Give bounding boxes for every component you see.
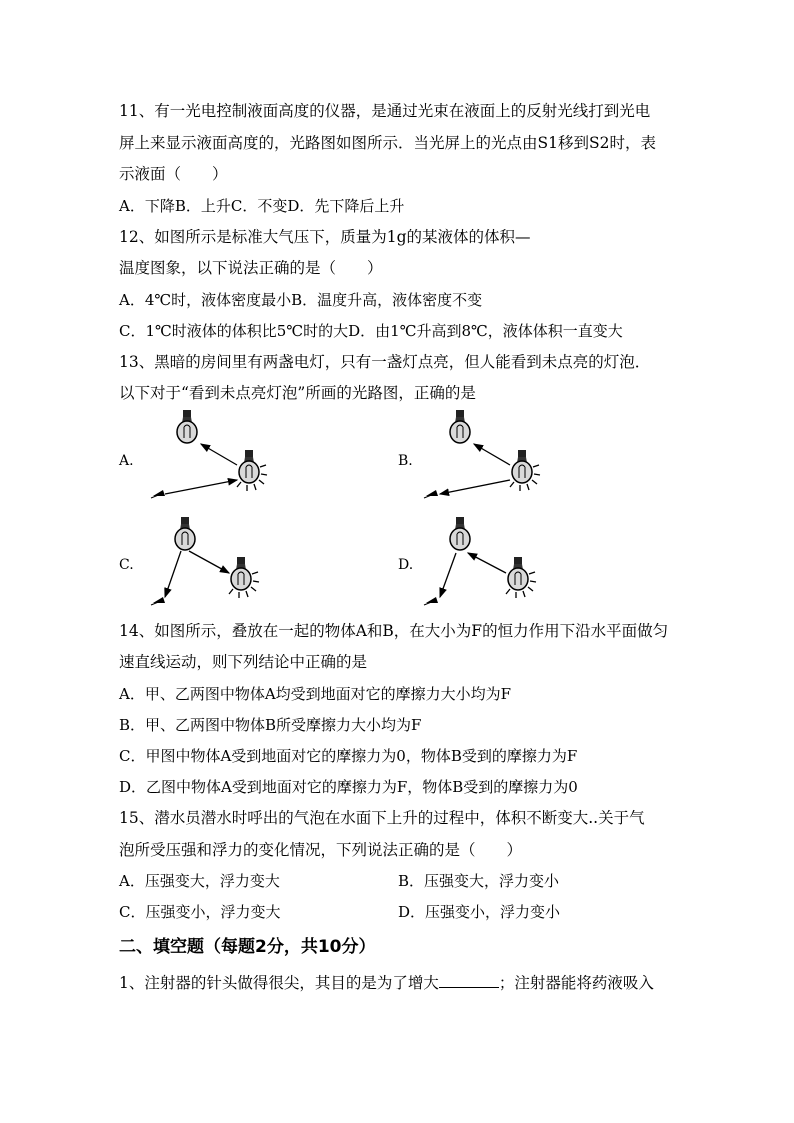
fill1-text-before: 1、注射器的针头做得很尖，其目的是为了增大 xyxy=(119,974,439,992)
unlit-bulb-icon xyxy=(450,410,470,443)
q11-line1: 11、有一光电控制液面高度的仪器，是通过光束在液面上的反射光线打到光电 xyxy=(119,102,651,120)
q15-option-c: C．压强变小，浮力变大 xyxy=(119,903,281,921)
q13-option-a-label: A. xyxy=(119,453,134,469)
q12-options-cd: C．1℃时液体的体积比5℃时的大D．由1℃升高到8℃，液体体积一直变大 xyxy=(119,322,623,340)
q14-option-c: C．甲图中物体A受到地面对它的摩擦力为0，物体B受到的摩擦力为F xyxy=(119,747,578,765)
unlit-bulb-icon xyxy=(177,410,197,443)
q15-option-a: A．压强变大，浮力变大 xyxy=(119,872,280,890)
q13-figure-c xyxy=(145,515,275,609)
lit-bulb-icon xyxy=(239,450,259,483)
q14-line1: 14、如图所示，叠放在一起的物体A和B，在大小为F的恒力作用下沿水平面做匀 xyxy=(119,622,669,640)
unlit-bulb-icon xyxy=(231,557,251,590)
q11-line2: 屏上来显示液面高度的，光路图如图所示．当光屏上的光点由S1移到S2时，表 xyxy=(119,134,656,152)
eye-icon xyxy=(424,597,438,605)
q13-option-c-label: C. xyxy=(119,557,134,573)
eye-icon xyxy=(151,490,165,498)
q13-option-b-label: B. xyxy=(398,453,413,469)
fill1-text-after: ；注射器能将药液吸入 xyxy=(498,974,654,992)
q14-option-d: D．乙图中物体A受到地面对它的摩擦力为F，物体B受到的摩擦力为0 xyxy=(119,778,578,796)
eye-icon xyxy=(151,597,165,605)
q13-figure-b xyxy=(418,410,548,502)
unlit-bulb-icon xyxy=(508,557,528,590)
section-title: 二、填空题（每题2分，共10分） xyxy=(119,937,376,957)
q13-option-d-label: D. xyxy=(398,557,414,573)
lit-bulb-icon xyxy=(512,450,532,483)
q14-line2: 速直线运动，则下列结论中正确的是 xyxy=(119,653,368,671)
q13-figure-a xyxy=(145,410,275,502)
fill1-line xyxy=(119,973,654,993)
q14-option-a: A．甲、乙两图中物体A均受到地面对它的摩擦力大小均为F xyxy=(119,685,512,703)
q13-line2: 以下对于“看到未点亮灯泡”所画的光路图，正确的是 xyxy=(119,384,476,402)
lit-bulb-icon xyxy=(450,517,470,550)
q11-options: A．下降B．上升C．不变D．先下降后上升 xyxy=(119,197,405,215)
q12-options-ab: A．4℃时，液体密度最小B．温度升高，液体密度不变 xyxy=(119,291,483,309)
eye-icon xyxy=(424,490,438,498)
q15-line1: 15、潜水员潜水时呼出的气泡在水面下上升的过程中，体积不断变大..关于气 xyxy=(119,809,645,827)
q15-option-b: B．压强变大，浮力变小 xyxy=(398,872,560,890)
q11-line3: 示液面（ ） xyxy=(119,165,228,183)
q12-line1: 12、如图所示是标准大气压下，质量为1g的某液体的体积— xyxy=(119,228,531,246)
q13-figure-d xyxy=(418,515,548,609)
q13-line1: 13、黑暗的房间里有两盏电灯，只有一盏灯点亮，但人能看到未点亮的灯泡． xyxy=(119,353,651,371)
q12-line2: 温度图象，以下说法正确的是（ ） xyxy=(119,259,383,277)
q14-option-b: B．甲、乙两图中物体B所受摩擦力大小均为F xyxy=(119,716,422,734)
answer-blank[interactable] xyxy=(439,973,499,988)
q15-line2: 泡所受压强和浮力的变化情况，下列说法正确的是（ ） xyxy=(119,841,523,859)
lit-bulb-icon xyxy=(175,517,195,550)
q15-option-d: D．压强变小，浮力变小 xyxy=(398,903,561,921)
